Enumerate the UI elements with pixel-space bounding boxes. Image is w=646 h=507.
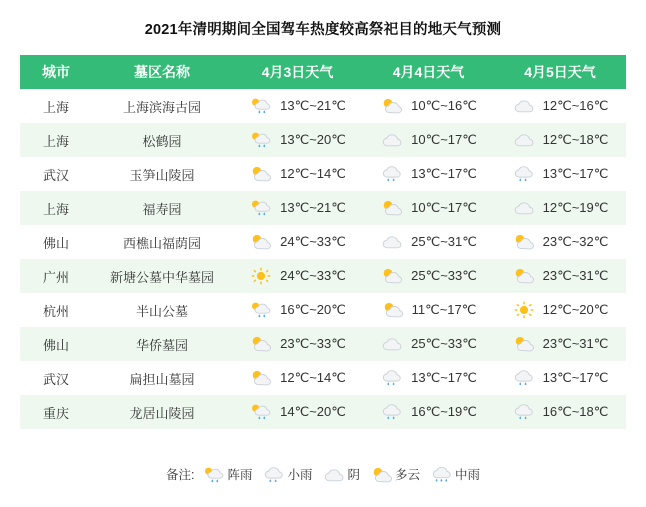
cell-city: 杭州 (20, 293, 92, 327)
weather-cell-content (232, 157, 363, 191)
cell-city: 佛山 (20, 327, 92, 361)
weather-cell-content (232, 225, 363, 259)
temperature-range: 23℃~31℃ (542, 268, 609, 283)
cell-weather-day2 (363, 293, 494, 327)
shower-rain-icon (249, 97, 273, 115)
table-row (20, 89, 626, 123)
temperature-range: 13℃~21℃ (280, 200, 346, 215)
weather-cell-content (363, 123, 494, 157)
cloudy-icon (380, 131, 404, 149)
temperature-range: 23℃~33℃ (280, 336, 346, 351)
column-header-apr5: 4月5日天气 (494, 55, 626, 89)
cloudy-icon (380, 335, 404, 353)
temperature-range: 24℃~33℃ (280, 268, 346, 283)
temperature-range: 10℃~16℃ (411, 98, 477, 113)
temperature-range: 13℃~17℃ (542, 166, 609, 181)
temperature-range: 16℃~19℃ (411, 404, 477, 419)
table-header-row (20, 55, 626, 89)
light-rain-icon (512, 403, 536, 421)
weather-cell-content (363, 293, 494, 327)
partly-cloudy-icon (512, 233, 536, 251)
column-header-cemetery: 墓区名称 (92, 55, 232, 89)
table-row (20, 293, 626, 327)
weather-cell-content (494, 225, 626, 259)
cell-weather-day2 (363, 361, 494, 395)
weather-cell-content (363, 225, 494, 259)
cloudy-icon (512, 199, 536, 217)
page-title: 2021年清明期间全国驾车热度较高祭祀目的地天气预测 (144, 22, 502, 38)
cell-city: 广州 (20, 259, 92, 293)
cell-cemetery: 新塘公墓中华墓园 (92, 259, 232, 293)
partly-cloudy-icon (249, 369, 273, 387)
legend-item (322, 465, 360, 483)
weather-cell-content (363, 191, 494, 225)
partly-cloudy-icon (512, 335, 536, 353)
cell-cemetery: 龙居山陵园 (92, 395, 232, 429)
legend-item-label: 中雨 (455, 468, 481, 482)
partly-cloudy-icon (370, 466, 392, 483)
legend-item-label: 阴 (347, 468, 360, 482)
weather-cell-content (494, 395, 626, 429)
partly-cloudy-icon (249, 233, 273, 251)
cell-weather-day3 (494, 89, 626, 123)
legend-item (202, 465, 252, 483)
temperature-range: 13℃~21℃ (280, 98, 346, 113)
moderate-rain-icon (430, 466, 452, 483)
table-row (20, 225, 626, 259)
temperature-range: 13℃~17℃ (411, 370, 477, 385)
temperature-range: 10℃~17℃ (411, 132, 477, 147)
cell-weather-day2 (363, 157, 494, 191)
shower-rain-icon (249, 199, 273, 217)
column-header-apr4: 4月4日天气 (363, 55, 494, 89)
temperature-range: 24℃~33℃ (280, 234, 346, 249)
temperature-range: 12℃~16℃ (542, 98, 609, 113)
temperature-range: 13℃~17℃ (542, 370, 609, 385)
weather-cell-content (232, 191, 363, 225)
weather-cell-content (494, 89, 626, 123)
temperature-range: 25℃~31℃ (411, 234, 477, 249)
light-rain-icon (380, 165, 404, 183)
cell-weather-day1 (232, 327, 363, 361)
weather-cell-content (232, 395, 363, 429)
weather-cell-content (232, 89, 363, 123)
weather-table (20, 55, 626, 429)
cell-cemetery: 松鹤园 (92, 123, 232, 157)
weather-cell-content (494, 191, 626, 225)
cell-weather-day1 (232, 361, 363, 395)
cell-weather-day3 (494, 395, 626, 429)
table-row (20, 157, 626, 191)
weather-cell-content (494, 293, 626, 327)
partly-cloudy-icon (381, 301, 405, 319)
shower-rain-icon (249, 301, 273, 319)
cloudy-icon (512, 131, 536, 149)
cell-weather-day1 (232, 89, 363, 123)
cell-weather-day1 (232, 157, 363, 191)
cell-cemetery: 玉笋山陵园 (92, 157, 232, 191)
column-header-city: 城市 (20, 55, 92, 89)
sunny-icon (249, 267, 273, 285)
cell-city: 佛山 (20, 225, 92, 259)
cloudy-icon (322, 466, 344, 483)
weather-cell-content (232, 259, 363, 293)
legend-item-label: 多云 (395, 468, 421, 482)
light-rain-icon (262, 466, 284, 483)
cell-weather-day3 (494, 259, 626, 293)
cell-weather-day2 (363, 259, 494, 293)
cell-cemetery: 半山公墓 (92, 293, 232, 327)
cell-weather-day3 (494, 225, 626, 259)
legend-note-label: 备注: (165, 468, 195, 482)
legend-item (262, 465, 312, 483)
temperature-range: 12℃~19℃ (542, 200, 609, 215)
legend-item-label: 阵雨 (227, 468, 253, 482)
cell-weather-day1 (232, 123, 363, 157)
cell-city: 武汉 (20, 361, 92, 395)
weather-cell-content (494, 123, 626, 157)
weather-cell-content (363, 327, 494, 361)
weather-cell-content (494, 157, 626, 191)
cell-weather-day2 (363, 89, 494, 123)
weather-cell-content (232, 123, 363, 157)
legend (0, 465, 646, 483)
light-rain-icon (380, 369, 404, 387)
temperature-range: 11℃~17℃ (411, 302, 477, 317)
weather-cell-content (363, 89, 494, 123)
cloudy-icon (512, 97, 536, 115)
partly-cloudy-icon (512, 267, 536, 285)
weather-cell-content (494, 327, 626, 361)
temperature-range: 23℃~32℃ (542, 234, 609, 249)
table-row (20, 327, 626, 361)
cloudy-icon (380, 233, 404, 251)
legend-item (370, 465, 420, 483)
table-header (20, 55, 626, 89)
cell-city: 上海 (20, 89, 92, 123)
cell-weather-day3 (494, 123, 626, 157)
shower-rain-icon (249, 403, 273, 421)
cell-weather-day2 (363, 225, 494, 259)
weather-cell-content (363, 157, 494, 191)
cell-cemetery: 上海滨海古园 (92, 89, 232, 123)
cell-weather-day3 (494, 293, 626, 327)
temperature-range: 12℃~20℃ (542, 302, 609, 317)
cell-cemetery: 华侨墓园 (92, 327, 232, 361)
cell-city: 上海 (20, 191, 92, 225)
legend-item-label: 小雨 (287, 468, 313, 482)
temperature-range: 10℃~17℃ (411, 200, 477, 215)
table-row (20, 361, 626, 395)
light-rain-icon (380, 403, 404, 421)
cell-weather-day3 (494, 191, 626, 225)
table-row (20, 259, 626, 293)
table-row (20, 191, 626, 225)
cell-city: 重庆 (20, 395, 92, 429)
weather-cell-content (494, 361, 626, 395)
shower-rain-icon (249, 131, 273, 149)
cell-weather-day1 (232, 225, 363, 259)
weather-cell-content (232, 361, 363, 395)
cell-cemetery: 福寿园 (92, 191, 232, 225)
light-rain-icon (512, 369, 536, 387)
cell-weather-day1 (232, 293, 363, 327)
cell-weather-day3 (494, 327, 626, 361)
temperature-range: 25℃~33℃ (411, 336, 477, 351)
weather-cell-content (363, 259, 494, 293)
temperature-range: 23℃~31℃ (542, 336, 609, 351)
temperature-range: 16℃~18℃ (542, 404, 609, 419)
cell-weather-day3 (494, 157, 626, 191)
cell-weather-day2 (363, 123, 494, 157)
cell-weather-day2 (363, 327, 494, 361)
cell-weather-day3 (494, 361, 626, 395)
temperature-range: 12℃~14℃ (280, 370, 346, 385)
partly-cloudy-icon (249, 335, 273, 353)
cell-cemetery: 西樵山福荫园 (92, 225, 232, 259)
weather-cell-content (232, 293, 363, 327)
partly-cloudy-icon (249, 165, 273, 183)
cell-weather-day1 (232, 191, 363, 225)
weather-cell-content (232, 327, 363, 361)
cell-city: 武汉 (20, 157, 92, 191)
temperature-range: 13℃~20℃ (280, 132, 346, 147)
cell-city: 上海 (20, 123, 92, 157)
temperature-range: 13℃~17℃ (411, 166, 477, 181)
temperature-range: 12℃~18℃ (542, 132, 609, 147)
column-header-apr3: 4月3日天气 (232, 55, 363, 89)
shower-rain-icon (202, 466, 224, 483)
weather-cell-content (363, 395, 494, 429)
weather-cell-content (363, 361, 494, 395)
weather-cell-content (494, 259, 626, 293)
cell-weather-day1 (232, 259, 363, 293)
temperature-range: 25℃~33℃ (411, 268, 477, 283)
temperature-range: 14℃~20℃ (280, 404, 346, 419)
table-body (20, 89, 626, 429)
sunny-icon (512, 301, 536, 319)
temperature-range: 16℃~20℃ (280, 302, 346, 317)
partly-cloudy-icon (380, 97, 404, 115)
temperature-range: 12℃~14℃ (280, 166, 346, 181)
cell-weather-day1 (232, 395, 363, 429)
legend-item (430, 465, 480, 483)
cell-weather-day2 (363, 191, 494, 225)
table-row (20, 123, 626, 157)
table-row (20, 395, 626, 429)
cell-weather-day2 (363, 395, 494, 429)
partly-cloudy-icon (380, 267, 404, 285)
cell-cemetery: 扁担山墓园 (92, 361, 232, 395)
partly-cloudy-icon (380, 199, 404, 217)
light-rain-icon (512, 165, 536, 183)
